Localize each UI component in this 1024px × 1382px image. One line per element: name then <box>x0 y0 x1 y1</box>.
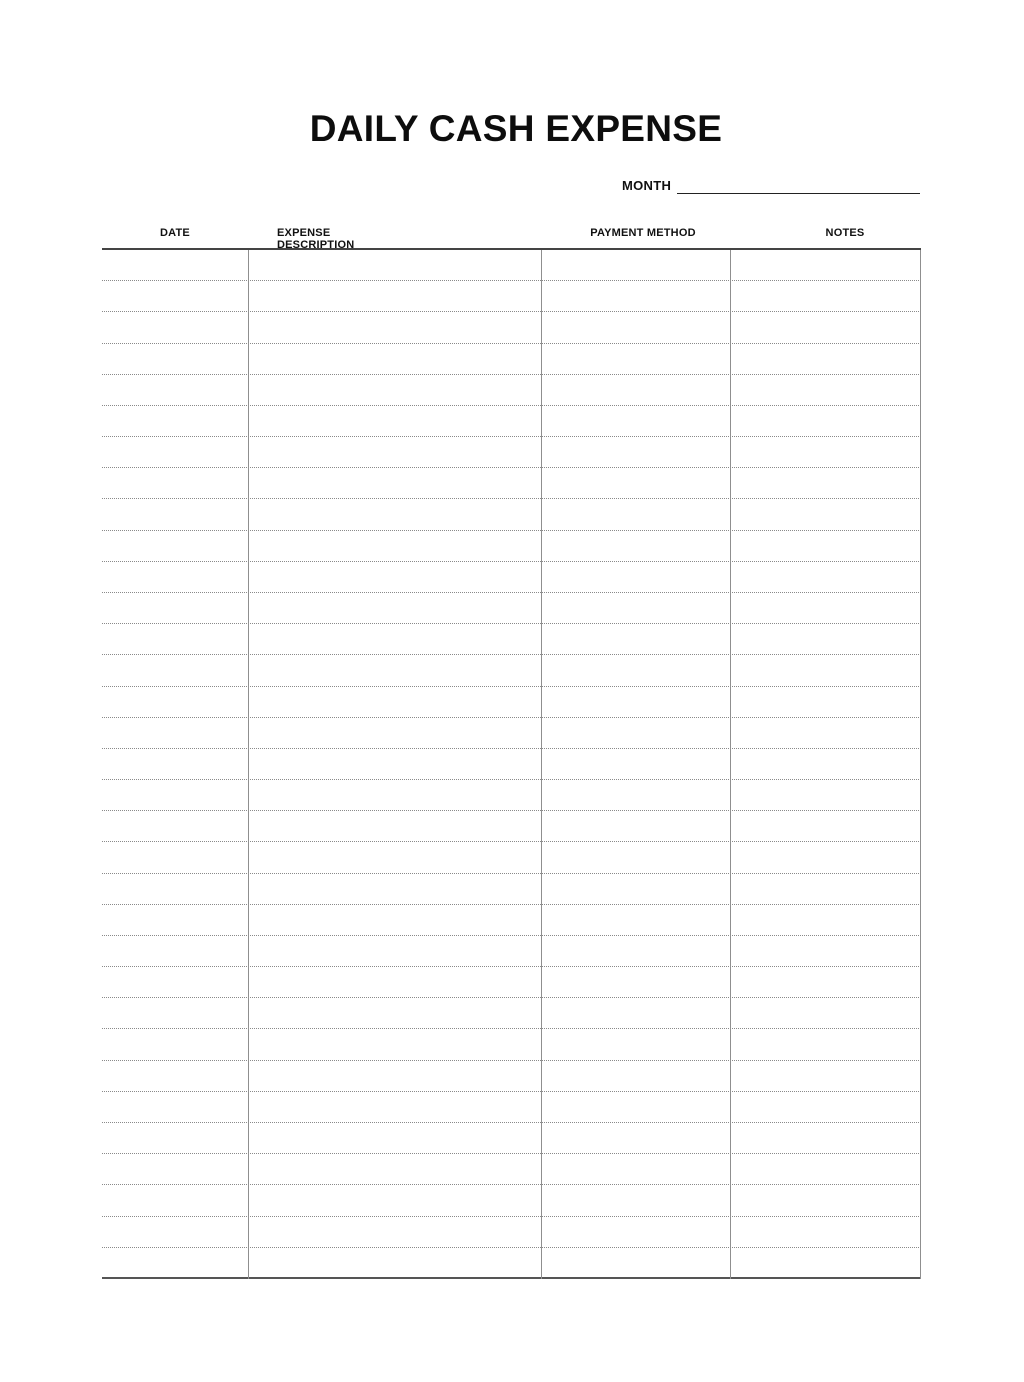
table-row[interactable] <box>102 718 921 749</box>
table-row[interactable] <box>102 655 921 686</box>
table-header <box>102 224 921 250</box>
table-row[interactable] <box>102 936 921 967</box>
table-row[interactable] <box>102 562 921 593</box>
table-row[interactable] <box>102 1030 921 1061</box>
column-divider-payment <box>730 250 731 1279</box>
table-row[interactable] <box>102 250 921 281</box>
table-row[interactable] <box>102 1061 921 1092</box>
table-row[interactable] <box>102 375 921 406</box>
table-row[interactable] <box>102 749 921 780</box>
column-divider-date <box>248 250 249 1279</box>
table-row[interactable] <box>102 312 921 343</box>
column-header-date: DATE <box>160 227 190 239</box>
column-header-payment-method: PAYMENT METHOD <box>590 227 696 239</box>
table-row[interactable] <box>102 624 921 655</box>
table-row[interactable] <box>102 468 921 499</box>
table-row[interactable] <box>102 593 921 624</box>
table-row[interactable] <box>102 905 921 936</box>
month-field <box>622 174 920 194</box>
month-input-line[interactable] <box>677 177 920 194</box>
column-divider-description <box>541 250 542 1279</box>
expense-log-table <box>102 250 921 1279</box>
table-row[interactable] <box>102 1092 921 1123</box>
table-row[interactable] <box>102 281 921 312</box>
table-row[interactable] <box>102 1217 921 1248</box>
column-header-expense-description: EXPENSE DESCRIPTION <box>277 227 355 251</box>
table-row[interactable] <box>102 344 921 375</box>
column-divider-notes <box>920 250 921 1279</box>
table-row[interactable] <box>102 842 921 873</box>
page-title: DAILY CASH EXPENSE <box>309 108 723 149</box>
table-row[interactable] <box>102 998 921 1029</box>
table-row[interactable] <box>102 1248 921 1279</box>
table-row[interactable] <box>102 406 921 437</box>
month-label: MONTH <box>622 178 672 193</box>
table-row[interactable] <box>102 1185 921 1216</box>
table-row[interactable] <box>102 531 921 562</box>
table-row[interactable] <box>102 1123 921 1154</box>
table-row[interactable] <box>102 811 921 842</box>
column-header-notes: NOTES <box>825 227 865 239</box>
table-row[interactable] <box>102 874 921 905</box>
table-row[interactable] <box>102 1154 921 1185</box>
table-row[interactable] <box>102 437 921 468</box>
table-row[interactable] <box>102 967 921 998</box>
table-row[interactable] <box>102 780 921 811</box>
table-row[interactable] <box>102 687 921 718</box>
table-row[interactable] <box>102 499 921 530</box>
